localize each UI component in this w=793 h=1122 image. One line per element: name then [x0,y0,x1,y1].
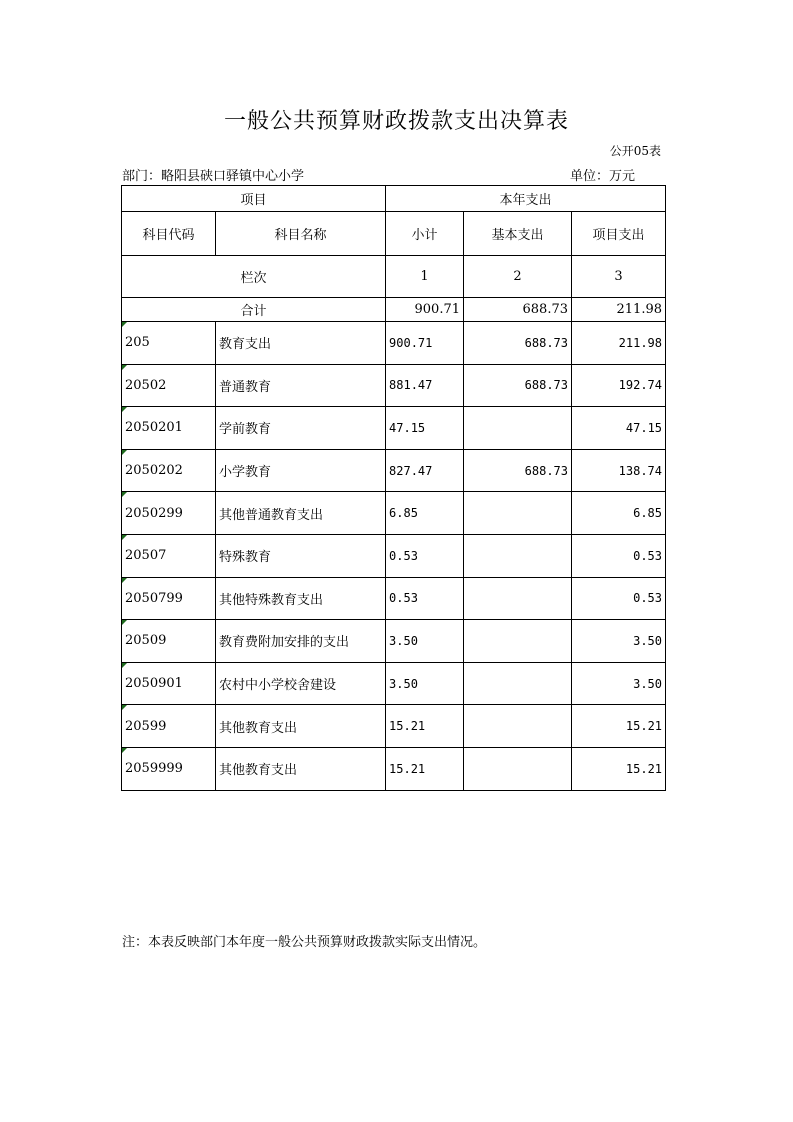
header-project[interactable]: 项目 [122,186,386,212]
table-row [122,492,666,535]
column-order-3[interactable]: 3 [572,256,666,298]
row-code[interactable] [122,322,216,365]
row-code-text: 2059999 [125,761,183,777]
row-subtotal-text: 0.53 [389,548,418,563]
row-subtotal-text: 47.15 [389,420,426,435]
row-subtotal[interactable] [386,364,464,407]
row-basic[interactable] [464,449,572,492]
row-project-text: 0.53 [633,591,663,606]
cell-marker-icon [122,663,127,668]
row-code-text: 2050202 [125,463,183,479]
header-code[interactable]: 科目代码 [122,212,216,256]
row-name[interactable] [216,492,386,535]
row-basic[interactable] [464,705,572,748]
cell-marker-icon [122,365,127,370]
row-code[interactable] [122,449,216,492]
row-project[interactable] [572,747,666,790]
row-code-text: 20509 [125,633,167,649]
row-name[interactable] [216,705,386,748]
total-row [122,298,666,322]
row-project[interactable] [572,492,666,535]
footnote: 注：本表反映部门本年度一般公共预算财政拨款实际支出情况。 [122,935,487,950]
row-basic[interactable] [464,747,572,790]
report-title: 一般公共预算财政拨款支出决算表 [223,109,569,134]
header-row-2 [122,212,666,256]
row-name[interactable] [216,322,386,365]
unit-label: 单位：万元 [570,169,636,184]
total-project[interactable]: 211.98 [572,298,666,322]
row-name-text: 学前教育 [219,422,272,438]
header-project-exp[interactable]: 项目支出 [572,212,666,256]
row-project[interactable] [572,322,666,365]
row-code[interactable] [122,747,216,790]
row-name[interactable] [216,577,386,620]
row-project-text: 3.50 [633,676,663,691]
row-subtotal-text: 3.50 [389,676,418,691]
row-code[interactable] [122,492,216,535]
row-project-text: 6.85 [633,506,663,521]
row-project-text: 3.50 [633,633,663,648]
row-basic[interactable] [464,364,572,407]
column-order-row [122,256,666,298]
row-name-text: 教育支出 [219,337,272,353]
row-project-text: 211.98 [618,335,663,350]
header-name[interactable]: 科目名称 [216,212,386,256]
row-name[interactable] [216,620,386,663]
table-row [122,534,666,577]
form-number: 公开05表 [609,144,661,158]
row-project[interactable] [572,577,666,620]
row-code-text: 2050799 [125,590,183,606]
row-name-text: 其他教育支出 [219,720,298,736]
row-subtotal[interactable] [386,492,464,535]
column-order-2[interactable]: 2 [464,256,572,298]
row-subtotal[interactable] [386,620,464,663]
row-subtotal[interactable] [386,662,464,705]
row-subtotal[interactable] [386,577,464,620]
row-code[interactable] [122,662,216,705]
cell-marker-icon [122,535,127,540]
row-basic[interactable] [464,407,572,450]
row-name[interactable] [216,534,386,577]
table-row [122,577,666,620]
row-basic[interactable] [464,534,572,577]
row-name[interactable] [216,662,386,705]
row-name[interactable] [216,407,386,450]
row-name-text: 特殊教育 [219,550,272,566]
row-basic-text: 688.73 [524,335,569,350]
row-project[interactable] [572,705,666,748]
row-project[interactable] [572,620,666,663]
row-code[interactable] [122,620,216,663]
row-name-text: 其他教育支出 [219,763,298,779]
row-code-text: 20507 [125,548,167,564]
row-project-text: 138.74 [618,463,663,478]
expenditure-table [121,185,666,791]
column-order-label[interactable]: 栏次 [122,256,386,298]
row-basic-text: 688.73 [524,378,569,393]
row-basic[interactable] [464,662,572,705]
row-basic[interactable] [464,620,572,663]
row-project[interactable] [572,534,666,577]
total-label[interactable]: 合计 [122,298,386,322]
row-subtotal[interactable] [386,449,464,492]
row-subtotal[interactable] [386,322,464,365]
table-row [122,620,666,663]
column-order-1[interactable]: 1 [386,256,464,298]
row-code-text: 2050201 [125,420,183,436]
row-project-text: 47.15 [625,420,663,435]
row-code[interactable] [122,364,216,407]
row-subtotal[interactable] [386,747,464,790]
row-subtotal-text: 900.71 [389,335,433,350]
row-subtotal[interactable] [386,705,464,748]
cell-marker-icon [122,322,127,327]
department-label: 部门：略阳县硖口驿镇中心小学 [122,169,305,184]
table-row [122,449,666,492]
row-subtotal[interactable] [386,407,464,450]
row-name-text: 其他特殊教育支出 [219,592,324,608]
row-subtotal-text: 15.21 [389,719,426,734]
row-name[interactable] [216,364,386,407]
cell-marker-icon [122,407,127,412]
row-name-text: 其他普通教育支出 [219,507,324,523]
table-row [122,407,666,450]
row-code[interactable] [122,705,216,748]
row-name-text: 小学教育 [219,465,272,481]
row-name-text: 教育费附加安排的支出 [219,635,350,651]
row-project-text: 15.21 [625,761,663,776]
row-code[interactable] [122,577,216,620]
cell-marker-icon [122,450,127,455]
cell-marker-icon [122,492,127,497]
header-basic[interactable]: 基本支出 [464,212,572,256]
table-row [122,364,666,407]
row-code-text: 20599 [125,718,167,734]
header-subtotal[interactable]: 小计 [386,212,464,256]
row-subtotal-text: 3.50 [389,633,418,648]
table-row [122,322,666,365]
total-basic[interactable]: 688.73 [464,298,572,322]
row-code-text: 205 [125,335,150,351]
table-row [122,662,666,705]
row-project[interactable] [572,662,666,705]
row-project-text: 192.74 [618,378,663,393]
row-name-text: 农村中小学校舍建设 [219,678,337,694]
cell-marker-icon [122,748,127,753]
row-basic[interactable] [464,322,572,365]
row-subtotal-text: 827.47 [389,463,433,478]
row-project[interactable] [572,449,666,492]
row-subtotal-text: 881.47 [389,378,433,393]
row-name[interactable] [216,449,386,492]
total-subtotal[interactable]: 900.71 [386,298,464,322]
row-basic[interactable] [464,577,572,620]
row-code[interactable] [122,534,216,577]
row-basic-text: 688.73 [524,463,569,478]
table-row [122,747,666,790]
row-project-text: 15.21 [625,719,663,734]
row-code-text: 2050299 [125,505,183,521]
row-project[interactable] [572,407,666,450]
cell-marker-icon [122,578,127,583]
row-subtotal-text: 15.21 [389,761,426,776]
header-current-year[interactable]: 本年支出 [386,186,666,212]
row-basic[interactable] [464,492,572,535]
row-subtotal[interactable] [386,534,464,577]
row-project[interactable] [572,364,666,407]
row-project-text: 0.53 [633,548,663,563]
row-code[interactable] [122,407,216,450]
row-subtotal-text: 0.53 [389,591,418,606]
cell-marker-icon [122,620,127,625]
cell-marker-icon [122,705,127,710]
row-code-text: 2050901 [125,676,183,692]
row-name-text: 普通教育 [219,379,272,395]
header-row-1 [122,186,666,212]
table-row [122,705,666,748]
row-subtotal-text: 6.85 [389,506,418,521]
row-name[interactable] [216,747,386,790]
row-code-text: 20502 [125,377,167,393]
